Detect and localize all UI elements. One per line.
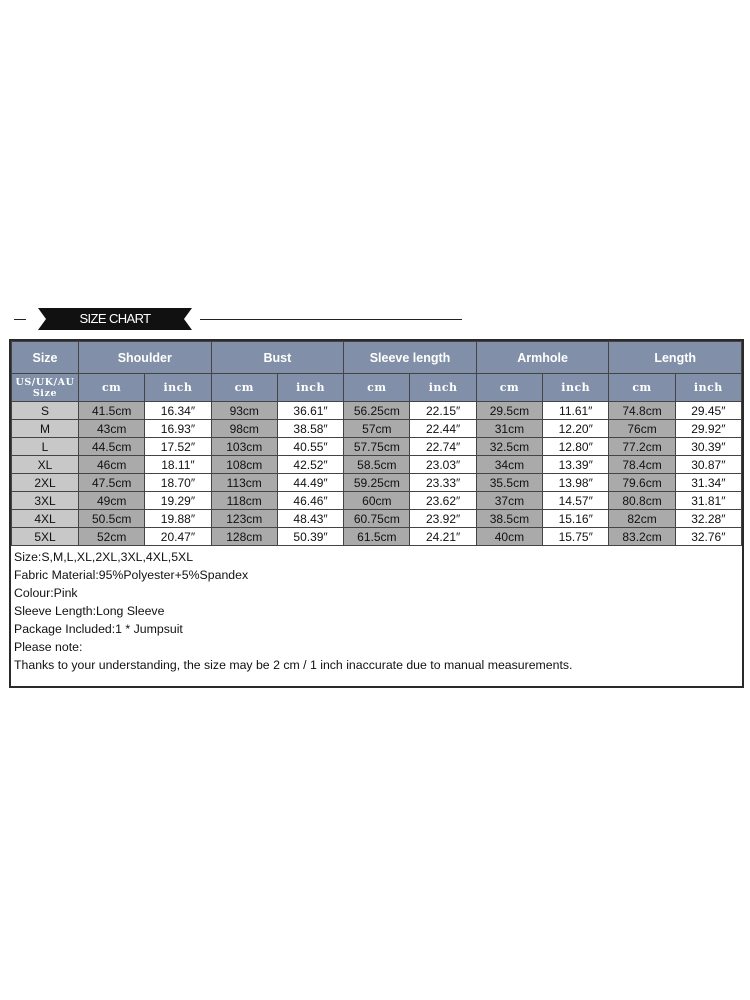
cm-cell: 34cm — [476, 456, 542, 474]
inch-cell: 40.55″ — [277, 438, 343, 456]
header-armhole: Armhole — [476, 342, 609, 374]
note-disclaimer: Thanks to your understanding, the size may be 2 cm / 1 inch inaccurate due to manual measurements. — [14, 658, 573, 672]
product-notes — [11, 546, 742, 676]
cm-cell: 57cm — [344, 420, 410, 438]
size-cell: M — [12, 420, 79, 438]
cm-cell: 60.75cm — [344, 510, 410, 528]
size-cell: 2XL — [12, 474, 79, 492]
inch-cell: 42.52″ — [277, 456, 343, 474]
note-fabric: Fabric Material:95%Polyester+5%Spandex — [14, 568, 249, 582]
cm-cell: 103cm — [211, 438, 277, 456]
inch-cell: 24.21″ — [410, 528, 476, 546]
cm-cell: 79.6cm — [609, 474, 675, 492]
inch-cell: 13.98″ — [543, 474, 609, 492]
cm-cell: 29.5cm — [476, 402, 542, 420]
inch-cell: 29.45″ — [675, 402, 741, 420]
cm-cell: 47.5cm — [79, 474, 145, 492]
inch-cell: 20.47″ — [145, 528, 211, 546]
table-row — [12, 528, 742, 546]
inch-cell: 29.92″ — [675, 420, 741, 438]
unit-header: inch — [410, 374, 476, 402]
size-cell: 4XL — [12, 510, 79, 528]
cm-cell: 35.5cm — [476, 474, 542, 492]
cm-cell: 113cm — [211, 474, 277, 492]
header-region-size: US/UK/AU Size — [12, 374, 79, 402]
unit-header: inch — [277, 374, 343, 402]
cm-cell: 37cm — [476, 492, 542, 510]
table-row — [12, 402, 742, 420]
inch-cell: 48.43″ — [277, 510, 343, 528]
inch-cell: 22.15″ — [410, 402, 476, 420]
note-please-note: Please note: — [14, 640, 83, 654]
cm-cell: 44.5cm — [79, 438, 145, 456]
inch-cell: 31.34″ — [675, 474, 741, 492]
table-row — [12, 474, 742, 492]
inch-cell: 19.29″ — [145, 492, 211, 510]
banner-ribbon — [38, 308, 192, 330]
size-table — [11, 341, 742, 546]
table-row — [12, 492, 742, 510]
size-cell: 5XL — [12, 528, 79, 546]
inch-cell: 18.11″ — [145, 456, 211, 474]
inch-cell: 12.80″ — [543, 438, 609, 456]
cm-cell: 49cm — [79, 492, 145, 510]
header-length: Length — [609, 342, 742, 374]
cm-cell: 46cm — [79, 456, 145, 474]
cm-cell: 82cm — [609, 510, 675, 528]
table-unit-header-row — [12, 374, 742, 402]
note-sleeve: Sleeve Length:Long Sleeve — [14, 604, 165, 618]
cm-cell: 40cm — [476, 528, 542, 546]
cm-cell: 56.25cm — [344, 402, 410, 420]
inch-cell: 16.93″ — [145, 420, 211, 438]
inch-cell: 17.52″ — [145, 438, 211, 456]
note-package: Package Included:1 * Jumpsuit — [14, 622, 183, 636]
inch-cell: 18.70″ — [145, 474, 211, 492]
inch-cell: 32.28″ — [675, 510, 741, 528]
cm-cell: 58.5cm — [344, 456, 410, 474]
inch-cell: 11.61″ — [543, 402, 609, 420]
cm-cell: 60cm — [344, 492, 410, 510]
inch-cell: 23.62″ — [410, 492, 476, 510]
cm-cell: 128cm — [211, 528, 277, 546]
cm-cell: 78.4cm — [609, 456, 675, 474]
inch-cell: 16.34″ — [145, 402, 211, 420]
size-cell: L — [12, 438, 79, 456]
inch-cell: 15.75″ — [543, 528, 609, 546]
inch-cell: 15.16″ — [543, 510, 609, 528]
cm-cell: 98cm — [211, 420, 277, 438]
header-bust: Bust — [211, 342, 344, 374]
cm-cell: 57.75cm — [344, 438, 410, 456]
size-cell: S — [12, 402, 79, 420]
cm-cell: 59.25cm — [344, 474, 410, 492]
inch-cell: 44.49″ — [277, 474, 343, 492]
unit-header: cm — [79, 374, 145, 402]
unit-header: cm — [211, 374, 277, 402]
inch-cell: 13.39″ — [543, 456, 609, 474]
cm-cell: 76cm — [609, 420, 675, 438]
inch-cell: 31.81″ — [675, 492, 741, 510]
table-row — [12, 510, 742, 528]
inch-cell: 19.88″ — [145, 510, 211, 528]
unit-header: inch — [543, 374, 609, 402]
size-chart-banner — [10, 302, 470, 338]
unit-header: cm — [609, 374, 675, 402]
inch-cell: 38.58″ — [277, 420, 343, 438]
inch-cell: 14.57″ — [543, 492, 609, 510]
inch-cell: 50.39″ — [277, 528, 343, 546]
cm-cell: 32.5cm — [476, 438, 542, 456]
note-colour: Colour:Pink — [14, 586, 78, 600]
inch-cell: 23.03″ — [410, 456, 476, 474]
cm-cell: 52cm — [79, 528, 145, 546]
cm-cell: 77.2cm — [609, 438, 675, 456]
cm-cell: 83.2cm — [609, 528, 675, 546]
inch-cell: 30.39″ — [675, 438, 741, 456]
size-table-body — [12, 402, 742, 546]
inch-cell: 22.44″ — [410, 420, 476, 438]
cm-cell: 31cm — [476, 420, 542, 438]
unit-header: cm — [476, 374, 542, 402]
header-size: Size — [12, 342, 79, 374]
cm-cell: 43cm — [79, 420, 145, 438]
size-cell: XL — [12, 456, 79, 474]
banner-title: SIZE CHART — [79, 311, 151, 326]
inch-cell: 32.76″ — [675, 528, 741, 546]
size-cell: 3XL — [12, 492, 79, 510]
cm-cell: 108cm — [211, 456, 277, 474]
cm-cell: 123cm — [211, 510, 277, 528]
cm-cell: 50.5cm — [79, 510, 145, 528]
cm-cell: 80.8cm — [609, 492, 675, 510]
cm-cell: 41.5cm — [79, 402, 145, 420]
unit-header: inch — [675, 374, 741, 402]
cm-cell: 93cm — [211, 402, 277, 420]
inch-cell: 46.46″ — [277, 492, 343, 510]
inch-cell: 23.33″ — [410, 474, 476, 492]
note-sizes: Size:S,M,L,XL,2XL,3XL,4XL,5XL — [14, 550, 194, 564]
inch-cell: 23.92″ — [410, 510, 476, 528]
cm-cell: 74.8cm — [609, 402, 675, 420]
table-group-header-row — [12, 342, 742, 374]
cm-cell: 38.5cm — [476, 510, 542, 528]
table-row — [12, 456, 742, 474]
header-shoulder: Shoulder — [79, 342, 212, 374]
cm-cell: 61.5cm — [344, 528, 410, 546]
inch-cell: 36.61″ — [277, 402, 343, 420]
inch-cell: 12.20″ — [543, 420, 609, 438]
table-row — [12, 420, 742, 438]
inch-cell: 30.87″ — [675, 456, 741, 474]
table-row — [12, 438, 742, 456]
header-sleeve-length: Sleeve length — [344, 342, 477, 374]
unit-header: inch — [145, 374, 211, 402]
banner-rule — [200, 319, 462, 320]
cm-cell: 118cm — [211, 492, 277, 510]
unit-header: cm — [344, 374, 410, 402]
size-chart-box — [9, 339, 744, 688]
inch-cell: 22.74″ — [410, 438, 476, 456]
banner-left-dash — [14, 319, 26, 320]
